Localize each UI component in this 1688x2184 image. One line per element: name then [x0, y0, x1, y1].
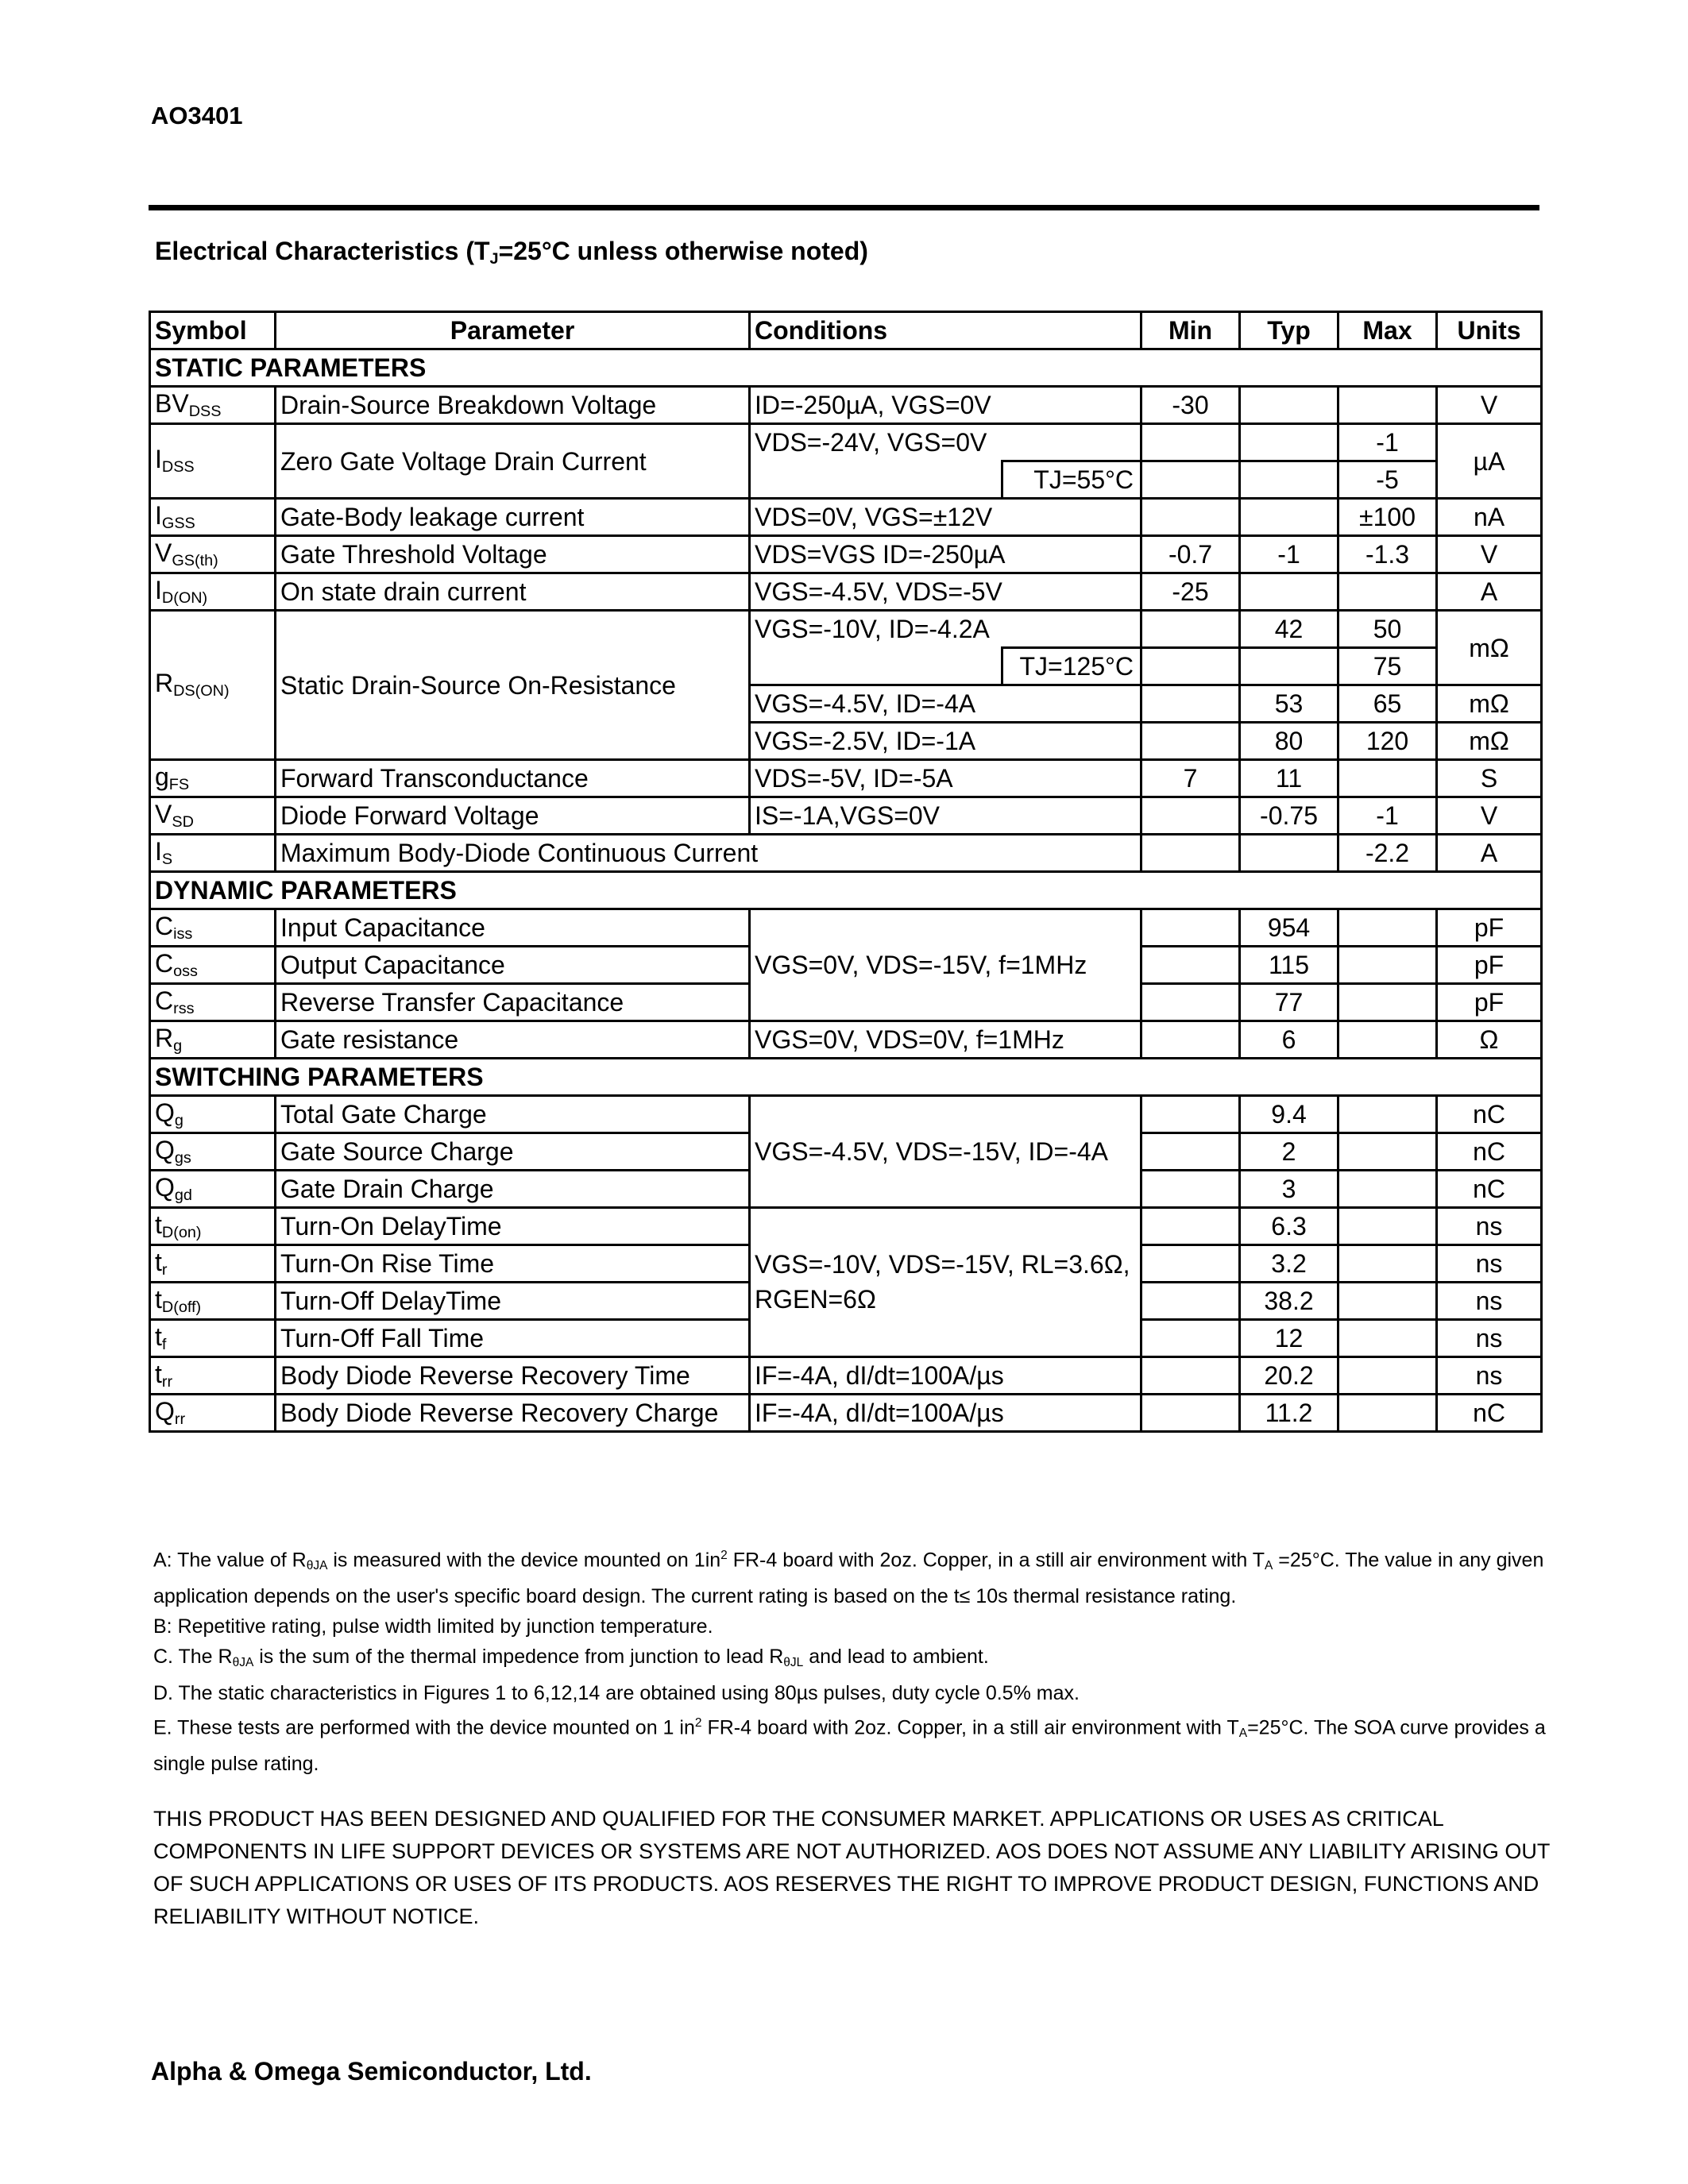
symbol-cell: $Q_{gs}$	[150, 1133, 276, 1171]
parameter-cell: Static Drain-Source On-Resistance	[276, 611, 750, 760]
units-cell: mΩ	[1437, 723, 1542, 760]
part-number: AO3401	[151, 102, 243, 129]
units-cell: µA	[1437, 424, 1542, 499]
condition-cell: VGS=-4.5V, VDS=-15V, ID=-4A	[750, 1096, 1141, 1208]
typ-cell: 38.2	[1240, 1283, 1338, 1320]
typ-cell: 11.2	[1240, 1395, 1338, 1432]
parameter-cell: Input Capacitance	[276, 909, 750, 947]
parameter-cell: Total Gate Charge	[276, 1096, 750, 1133]
parameter-cell: Turn-Off Fall Time	[276, 1320, 750, 1357]
units-cell: V	[1437, 387, 1542, 424]
typ-cell	[1240, 573, 1338, 611]
symbol-cell: $t_{D(on)}$	[150, 1208, 276, 1245]
min-cell	[1141, 1208, 1240, 1245]
section-title: Electrical Characteristics ($T_J=25^\circ C$ unless otherwise noted)	[155, 237, 868, 268]
condition-cell: VGS=-4.5V, VDS=-5V	[750, 573, 1141, 611]
symbol-cell: $t_f$	[150, 1320, 276, 1357]
typ-cell	[1240, 387, 1338, 424]
min-cell	[1141, 1096, 1240, 1133]
units-cell: A	[1437, 835, 1542, 872]
min-cell	[1141, 1357, 1240, 1395]
company-footer: Alpha & Omega Semiconductor, Ltd.	[151, 2057, 592, 2086]
condition-cell: TJ=125°C	[1002, 648, 1141, 685]
table-row	[150, 1208, 1542, 1245]
units-cell: ns	[1437, 1208, 1542, 1245]
symbol-cell: $I_{D(ON)}$	[150, 573, 276, 611]
parameter-cell: Zero Gate Voltage Drain Current	[276, 424, 750, 499]
footnotes	[153, 1541, 1551, 1779]
units-cell: V	[1437, 536, 1542, 573]
units-cell: pF	[1437, 984, 1542, 1021]
condition-cell: VDS=VGS ID=-250µA	[750, 536, 1141, 573]
parameter-cell: Turn-On Rise Time	[276, 1245, 750, 1283]
min-cell: -30	[1141, 387, 1240, 424]
condition-cell: IS=-1A,VGS=0V	[750, 797, 1141, 835]
min-cell	[1141, 1133, 1240, 1171]
symbol-cell: $V_{GS(th)}$	[150, 536, 276, 573]
units-cell: nA	[1437, 499, 1542, 536]
parameter-cell: Forward Transconductance	[276, 760, 750, 797]
typ-cell	[1240, 499, 1338, 536]
typ-cell: -1	[1240, 536, 1338, 573]
condition-cell: VDS=-5V, ID=-5A	[750, 760, 1141, 797]
min-cell	[1141, 835, 1240, 872]
parameter-cell: Reverse Transfer Capacitance	[276, 984, 750, 1021]
units-cell: ns	[1437, 1320, 1542, 1357]
min-cell	[1141, 611, 1240, 648]
note-c: C. The $R_{\theta JA}$ is the sum of the thermal impedence from junction to lead $R_{\theta JL}$ and lead to ambient.	[153, 1646, 989, 1670]
min-cell: -25	[1141, 573, 1240, 611]
symbol-cell: $t_r$	[150, 1245, 276, 1283]
typ-cell	[1240, 648, 1338, 685]
condition-cell: VGS=0V, VDS=0V, f=1MHz	[750, 1021, 1141, 1059]
units-cell: pF	[1437, 947, 1542, 984]
max-cell: -5	[1338, 461, 1437, 499]
min-cell	[1141, 797, 1240, 835]
table-row	[150, 573, 1542, 611]
typ-cell	[1240, 461, 1338, 499]
symbol-cell: $t_{rr}$	[150, 1357, 276, 1395]
section-switching: SWITCHING PARAMETERS	[150, 1059, 1542, 1096]
typ-cell: 3.2	[1240, 1245, 1338, 1283]
parameter-cell: Body Diode Reverse Recovery Charge	[276, 1395, 750, 1432]
min-cell	[1141, 1245, 1240, 1283]
units-cell: A	[1437, 573, 1542, 611]
table-header	[150, 312, 1542, 349]
typ-cell: 954	[1240, 909, 1338, 947]
max-cell: -1.3	[1338, 536, 1437, 573]
min-cell	[1141, 1021, 1240, 1059]
min-cell	[1141, 909, 1240, 947]
units-cell: mΩ	[1437, 611, 1542, 685]
condition-cell: IF=-4A, dI/dt=100A/µs	[750, 1395, 1141, 1432]
condition-cell: TJ=55°C	[1002, 461, 1141, 499]
max-cell	[1338, 1395, 1437, 1432]
units-cell: pF	[1437, 909, 1542, 947]
min-cell	[1141, 648, 1240, 685]
units-cell: mΩ	[1437, 685, 1542, 723]
max-cell	[1338, 573, 1437, 611]
section-row	[150, 349, 1542, 387]
table-row	[150, 760, 1542, 797]
note-d: D. The static characteristics in Figures 1 to 6,12,14 are obtained using 80µs pulses, duty cycle 0.5% max.	[153, 1682, 1080, 1705]
table-row	[150, 536, 1542, 573]
max-cell: 75	[1338, 648, 1437, 685]
condition-cell: IF=-4A, dI/dt=100A/µs	[750, 1357, 1141, 1395]
parameter-cell: Turn-Off DelayTime	[276, 1283, 750, 1320]
condition-cell: VGS=-10V, ID=-4.2A	[750, 611, 1141, 648]
condition-cell: VDS=-24V, VGS=0V	[750, 424, 1141, 461]
typ-cell: 53	[1240, 685, 1338, 723]
disclaimer: THIS PRODUCT HAS BEEN DESIGNED AND QUALIFIED FOR THE CONSUMER MARKET. APPLICATIONS OR USES AS CRITICAL COMPONENTS IN LIFE SUPPORT DEVICES OR SYSTEMS ARE NOT AUTHORIZED. AOS DOES NOT ASSUME ANY LIABILITY ARISING OUT OF SUCH APPLICATIONS OR USES OF ITS PRODUCTS. AOS RESERVES THE RIGHT TO IMPROVE PRODUCT DESIGN, FUNCTIONS AND RELIABILITY WITHOUT NOTICE.	[153, 1807, 1550, 1928]
typ-cell: 6.3	[1240, 1208, 1338, 1245]
units-cell: ns	[1437, 1245, 1542, 1283]
table-row	[150, 499, 1542, 536]
table-row	[150, 1021, 1542, 1059]
max-cell: 50	[1338, 611, 1437, 648]
max-cell	[1338, 1096, 1437, 1133]
min-cell	[1141, 499, 1240, 536]
header-units: Units	[1437, 312, 1542, 349]
max-cell	[1338, 947, 1437, 984]
section-static: STATIC PARAMETERS	[150, 349, 1542, 387]
max-cell	[1338, 1021, 1437, 1059]
symbol-cell: $R_g$	[150, 1021, 276, 1059]
max-cell	[1338, 1133, 1437, 1171]
min-cell: -0.7	[1141, 536, 1240, 573]
parameter-cell: Body Diode Reverse Recovery Time	[276, 1357, 750, 1395]
typ-cell	[1240, 424, 1338, 461]
header-typ: Typ	[1240, 312, 1338, 349]
typ-cell: 77	[1240, 984, 1338, 1021]
max-cell: 65	[1338, 685, 1437, 723]
header-max: Max	[1338, 312, 1437, 349]
header-parameter: Parameter	[276, 312, 750, 349]
symbol-cell: $t_{D(off)}$	[150, 1283, 276, 1320]
units-cell: nC	[1437, 1096, 1542, 1133]
electrical-characteristics-table	[149, 311, 1543, 1433]
min-cell	[1141, 461, 1240, 499]
max-cell	[1338, 909, 1437, 947]
table-row	[150, 611, 1542, 648]
units-cell: nC	[1437, 1395, 1542, 1432]
header-symbol: Symbol	[150, 312, 276, 349]
min-cell	[1141, 1320, 1240, 1357]
max-cell: -1	[1338, 424, 1437, 461]
units-cell: S	[1437, 760, 1542, 797]
max-cell	[1338, 1245, 1437, 1283]
table-row	[150, 387, 1542, 424]
units-cell: nC	[1437, 1171, 1542, 1208]
section-row	[150, 872, 1542, 909]
typ-cell: 11	[1240, 760, 1338, 797]
typ-cell: 9.4	[1240, 1096, 1338, 1133]
max-cell: -1	[1338, 797, 1437, 835]
max-cell	[1338, 760, 1437, 797]
parameter-cell: Gate resistance	[276, 1021, 750, 1059]
note-e: E. These tests are performed with the device mounted on 1 $in^2$ FR-4 board with 2oz. Copper, in a still air environment with $T_A=25^\circ C$. The SOA curve provides a single pulse rating.	[153, 1716, 1546, 1776]
units-cell: ns	[1437, 1357, 1542, 1395]
symbol-cell: $Q_{gd}$	[150, 1171, 276, 1208]
max-cell: ±100	[1338, 499, 1437, 536]
table-row	[150, 424, 1542, 461]
symbol-cell: $V_{SD}$	[150, 797, 276, 835]
parameter-cell: Turn-On DelayTime	[276, 1208, 750, 1245]
max-cell	[1338, 1320, 1437, 1357]
min-cell	[1141, 984, 1240, 1021]
parameter-cell: Gate Source Charge	[276, 1133, 750, 1171]
header-min: Min	[1141, 312, 1240, 349]
condition-cell: VGS=-4.5V, ID=-4A	[750, 685, 1141, 723]
header-rule	[149, 205, 1539, 210]
condition-cell: VGS=-10V, VDS=-15V, RL=3.6Ω, RGEN=6Ω	[750, 1208, 1141, 1357]
symbol-cell: $C_{rss}$	[150, 984, 276, 1021]
symbol-cell: $R_{DS(ON)}$	[150, 611, 276, 760]
units-cell: ns	[1437, 1283, 1542, 1320]
min-cell	[1141, 1171, 1240, 1208]
symbol-cell: $C_{oss}$	[150, 947, 276, 984]
min-cell	[1141, 424, 1240, 461]
min-cell	[1141, 1283, 1240, 1320]
condition-cell: VGS=-2.5V, ID=-1A	[750, 723, 1141, 760]
typ-cell: 115	[1240, 947, 1338, 984]
units-cell: Ω	[1437, 1021, 1542, 1059]
symbol-cell: $Q_{rr}$	[150, 1395, 276, 1432]
symbol-cell: $Q_g$	[150, 1096, 276, 1133]
typ-cell: 12	[1240, 1320, 1338, 1357]
typ-cell: 80	[1240, 723, 1338, 760]
symbol-cell: $C_{iss}$	[150, 909, 276, 947]
typ-cell: 20.2	[1240, 1357, 1338, 1395]
max-cell	[1338, 1208, 1437, 1245]
symbol-cell: $I_{GSS}$	[150, 499, 276, 536]
units-cell: V	[1437, 797, 1542, 835]
min-cell	[1141, 947, 1240, 984]
typ-cell	[1240, 835, 1338, 872]
typ-cell: -0.75	[1240, 797, 1338, 835]
note-b: B: Repetitive rating, pulse width limited by junction temperature.	[153, 1615, 713, 1638]
symbol-cell: $I_S$	[150, 835, 276, 872]
max-cell	[1338, 1357, 1437, 1395]
symbol-cell: $g_{FS}$	[150, 760, 276, 797]
parameter-cell: Drain-Source Breakdown Voltage	[276, 387, 750, 424]
table-row	[150, 909, 1542, 947]
units-cell: nC	[1437, 1133, 1542, 1171]
typ-cell: 6	[1240, 1021, 1338, 1059]
min-cell	[1141, 1395, 1240, 1432]
typ-cell: 3	[1240, 1171, 1338, 1208]
symbol-cell: $I_{DSS}$	[150, 424, 276, 499]
max-cell: -2.2	[1338, 835, 1437, 872]
table-row	[150, 835, 1542, 872]
note-a: A: The value of $R_{\theta JA}$ is measured with the device mounted on $1in^2$ FR-4 board with 2oz. Copper, in a still air environment with $T_A =25^\circ C$. The value in any given application depends on the user's specific board design. The current rating is based on the t≤ 10s thermal resistance rating.	[153, 1549, 1544, 1608]
parameter-cell: On state drain current	[276, 573, 750, 611]
typ-cell: 2	[1240, 1133, 1338, 1171]
section-row	[150, 1059, 1542, 1096]
table-row	[150, 1357, 1542, 1395]
max-cell: 120	[1338, 723, 1437, 760]
min-cell: 7	[1141, 760, 1240, 797]
header-conditions: Conditions	[750, 312, 1141, 349]
condition-spacer	[750, 648, 1002, 685]
max-cell	[1338, 1283, 1437, 1320]
table-row	[150, 1395, 1542, 1432]
parameter-cell: Gate-Body leakage current	[276, 499, 750, 536]
table-row	[150, 1096, 1542, 1133]
max-cell	[1338, 984, 1437, 1021]
section-dynamic: DYNAMIC PARAMETERS	[150, 872, 1542, 909]
parameter-cell: Gate Threshold Voltage	[276, 536, 750, 573]
condition-cell: VGS=0V, VDS=-15V, f=1MHz	[750, 909, 1141, 1021]
max-cell	[1338, 387, 1437, 424]
condition-spacer	[750, 461, 1002, 499]
parameter-cell: Maximum Body-Diode Continuous Current	[276, 835, 1141, 872]
condition-cell: ID=-250µA, VGS=0V	[750, 387, 1141, 424]
max-cell	[1338, 1171, 1437, 1208]
min-cell	[1141, 723, 1240, 760]
parameter-cell: Gate Drain Charge	[276, 1171, 750, 1208]
parameter-cell: Diode Forward Voltage	[276, 797, 750, 835]
parameter-cell: Output Capacitance	[276, 947, 750, 984]
condition-cell: VDS=0V, VGS=±12V	[750, 499, 1141, 536]
table-row	[150, 797, 1542, 835]
symbol-cell: $BV_{DSS}$	[150, 387, 276, 424]
min-cell	[1141, 685, 1240, 723]
typ-cell: 42	[1240, 611, 1338, 648]
